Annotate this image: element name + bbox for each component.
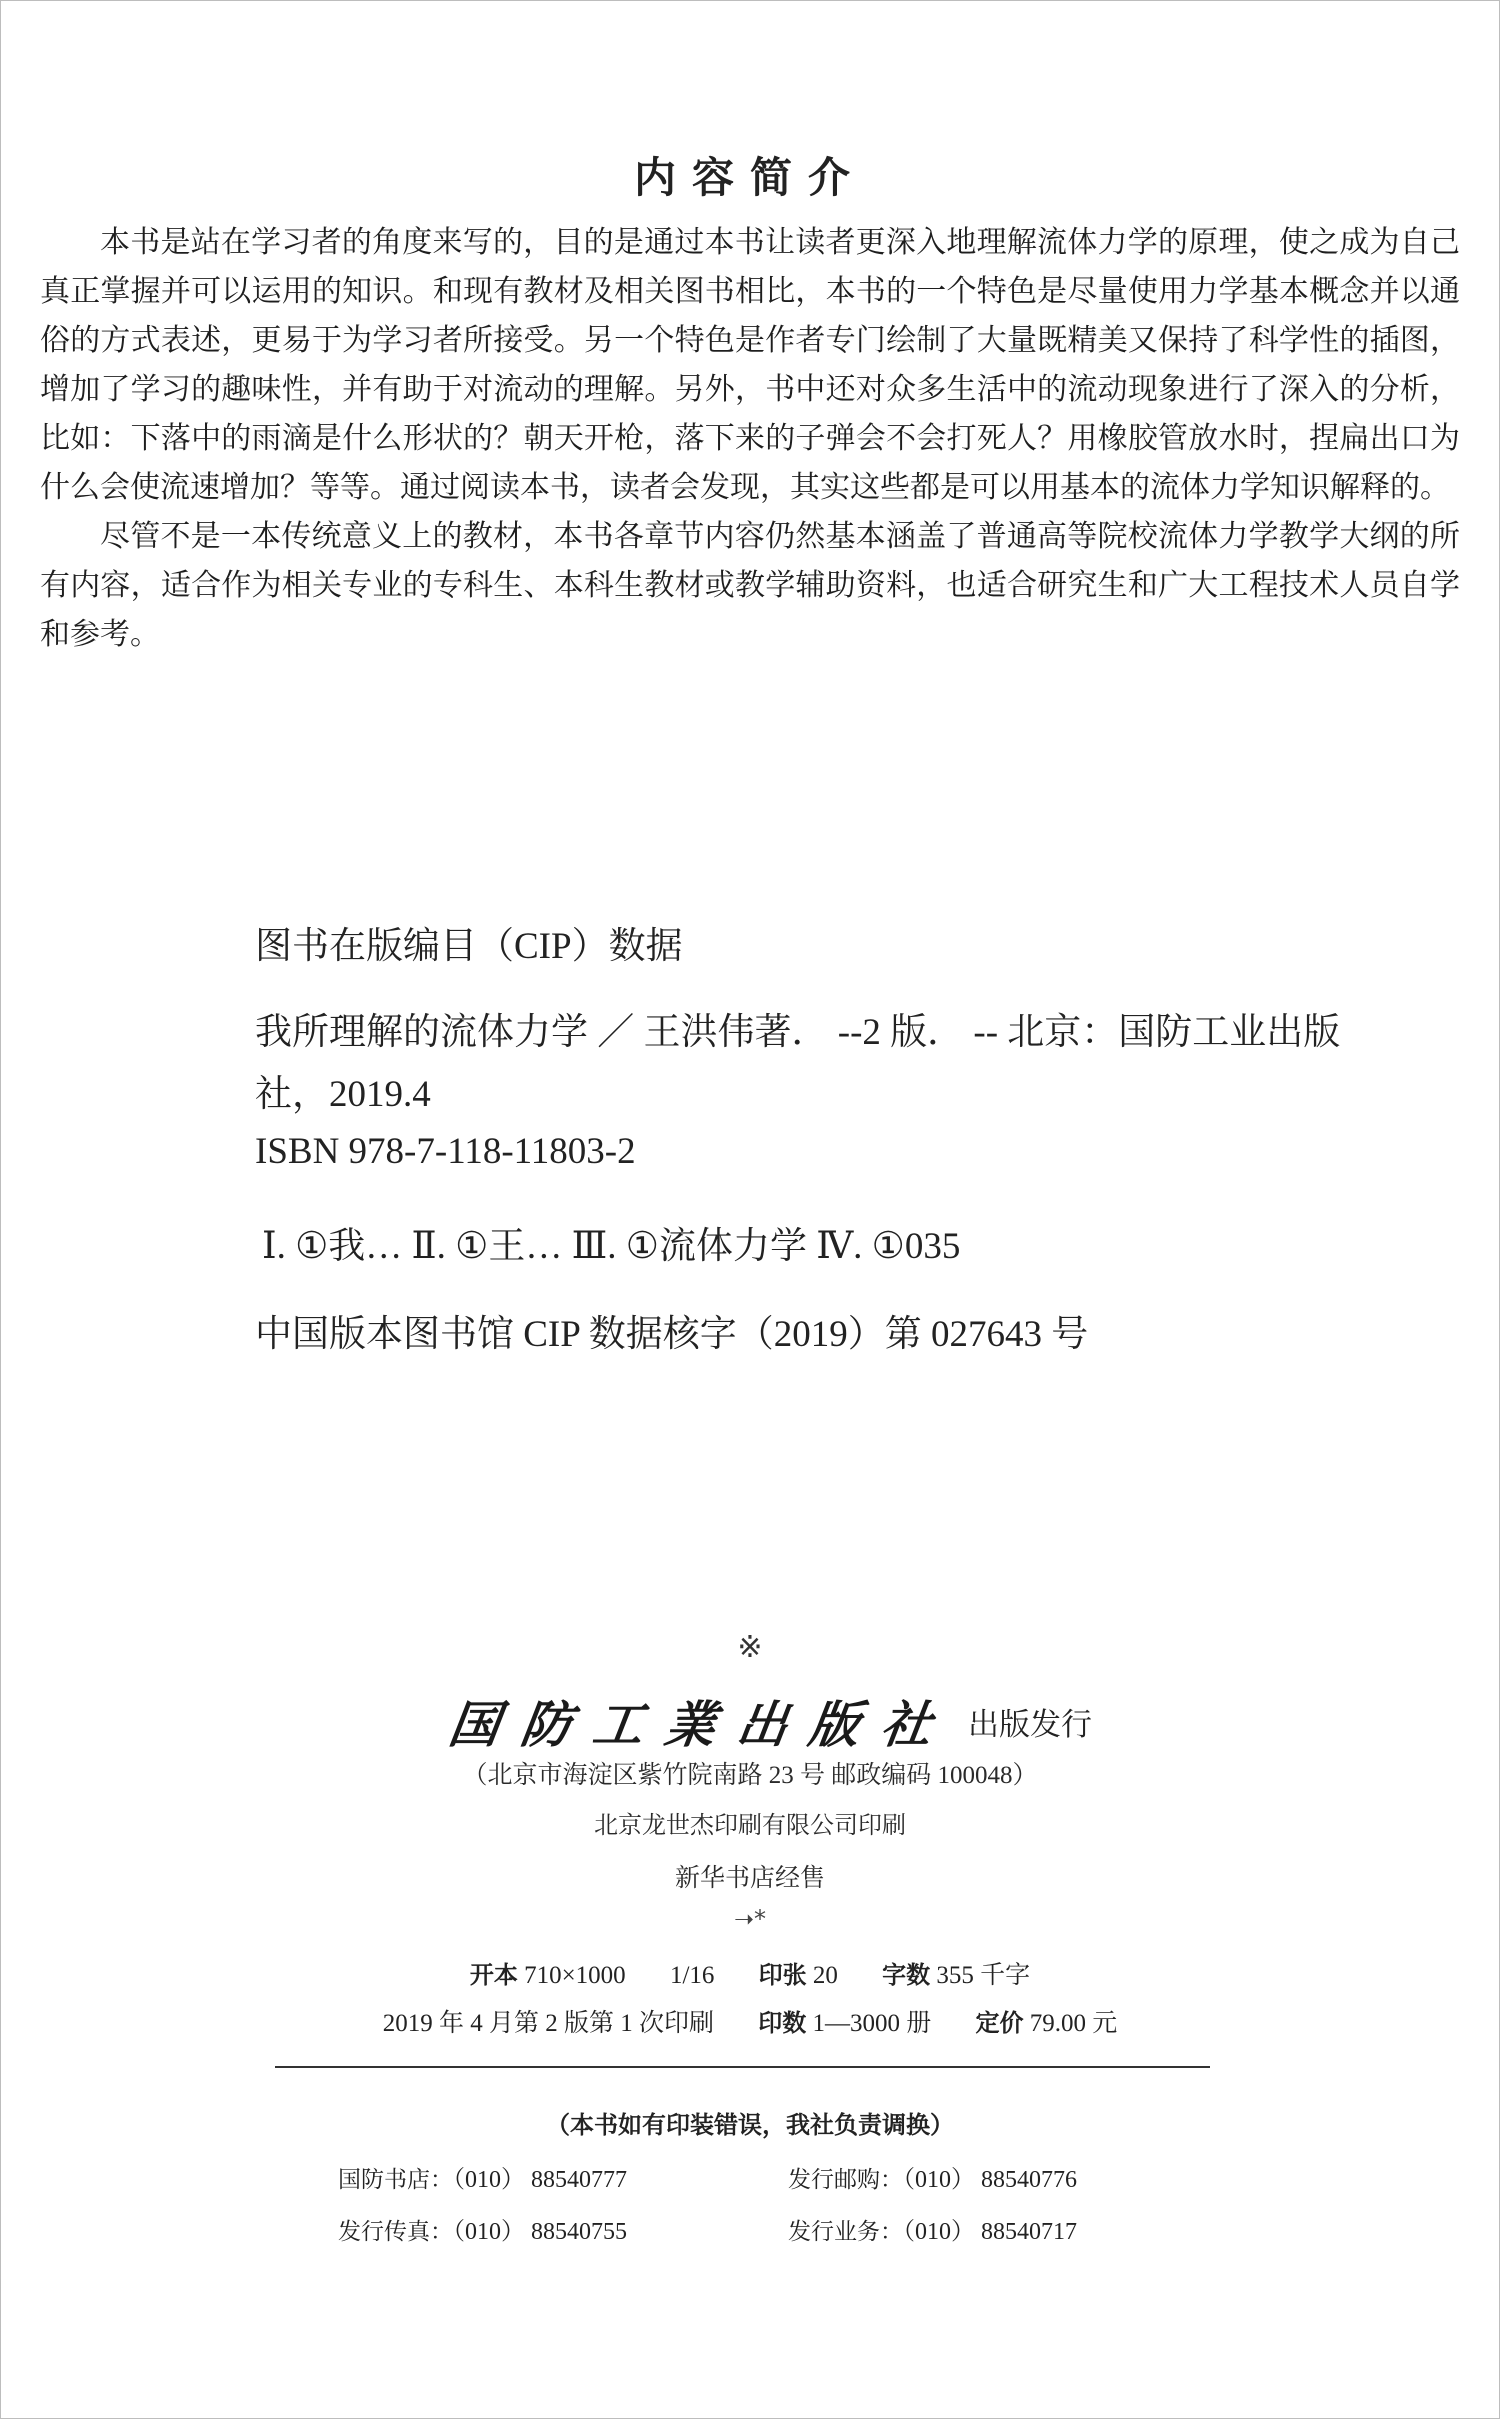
- spec-line-1: [0, 1955, 1500, 1991]
- cip-heading: 图书在版编目（CIP）数据: [255, 926, 683, 967]
- printer: 北京龙世杰印刷有限公司印刷: [594, 1811, 906, 1839]
- contact-phone: （010） 88540776: [903, 2166, 1077, 2193]
- contact-label: 发行邮购：: [788, 2166, 903, 2193]
- price-value: 79.00 元: [1029, 2010, 1118, 2037]
- contact-fax: [338, 2211, 788, 2246]
- contacts: [338, 2150, 1238, 2254]
- spec-line-2: [0, 2003, 1500, 2039]
- intro-title: 内容简介: [633, 153, 866, 202]
- words-label: 字数: [882, 1961, 931, 1989]
- publisher-row: [445, 1685, 1250, 1757]
- intro-paragraph-2: 尽管不是一本传统意义上的教材，本书各章节内容仍然基本涵盖了普通高等院校流体力学教学大纲的所有内容，适合作为相关专业的专科生、本科生教材或教学辅助资料，也适合研究生和广大工程技术人员自学和参考。: [40, 519, 1460, 652]
- contact-label: 发行业务：: [788, 2218, 903, 2245]
- format-label: 开本: [469, 1961, 518, 1989]
- misprint-notice: （本书如有印装错误，我社负责调换）: [546, 2111, 954, 2139]
- cip-isbn: ISBN 978-7-118-11803-2: [255, 1131, 636, 1172]
- contact-phone: （010） 88540755: [453, 2218, 627, 2245]
- contact-row: [338, 2202, 1238, 2254]
- print-run-label: 印数: [758, 2009, 807, 2037]
- horizontal-rule: [275, 2066, 1210, 2068]
- contact-phone: （010） 88540777: [453, 2166, 627, 2193]
- separator-mark: ➝*: [733, 1905, 767, 1933]
- intro-body: [40, 218, 1460, 659]
- cip-entry: 我所理解的流体力学 ／ 王洪伟著． --2 版． -- 北京：国防工业出版社，2019.4: [255, 1012, 1341, 1115]
- words-value: 355 千字: [936, 1962, 1031, 1989]
- contact-bookstore: [338, 2159, 788, 2194]
- edition: 2019 年 4 月第 2 版第 1 次印刷: [382, 2010, 714, 2037]
- contact-label: 发行传真：: [338, 2218, 453, 2245]
- intro-paragraph-1: 本书是站在学习者的角度来写的，目的是通过本书让读者更深入地理解流体力学的原理，使之成为自己真正掌握并可以运用的知识。和现有教材及相关图书相比，本书的一个特色是尽量使用力学基本概念并以通俗的方式表述，更易于为学习者所接受。另一个特色是作者专门绘制了大量既精美又保持了科学性的插图，增加了学习的趣味性，并有助于对流动的理解。另外，书中还对众多生活中的流动现象进行了深入的分析，比如：下落中的雨滴是什么形状的？朝天开枪，落下来的子弹会不会打死人？用橡胶管放水时，捏扁出口为什么会使流速增加？等等。通过阅读本书，读者会发现，其实这些都是可以用基本的流体力学知识解释的。: [40, 225, 1460, 505]
- reference-mark: ※: [737, 1630, 763, 1665]
- fraction: 1/16: [669, 1962, 715, 1989]
- contact-business: [788, 2211, 1238, 2246]
- contact-phone: （010） 88540717: [903, 2218, 1077, 2245]
- contact-label: 国防书店：: [338, 2166, 453, 2193]
- sheets-label: 印张: [758, 1961, 807, 1989]
- cip-record: 中国版本图书馆 CIP 数据核字（2019）第 027643 号: [255, 1314, 1089, 1355]
- contact-row: [338, 2150, 1238, 2202]
- publisher-logo: 国防工業出版社: [445, 1695, 958, 1754]
- sheets-value: 20: [812, 1962, 838, 1989]
- publisher-action: 出版发行: [968, 1706, 1092, 1743]
- contact-mail-order: [788, 2159, 1238, 2194]
- print-run-value: 1—3000 册: [812, 2010, 932, 2037]
- format-value: 710×1000: [524, 1962, 626, 1989]
- distributor: 新华书店经售: [674, 1863, 825, 1892]
- cip-classification: Ⅰ. ①我… Ⅱ. ①王… Ⅲ. ①流体力学 Ⅳ. ①035: [262, 1226, 961, 1267]
- publisher-address: （北京市海淀区紫竹院南路 23 号 邮政编码 100048）: [462, 1762, 1038, 1789]
- price-label: 定价: [975, 2009, 1024, 2037]
